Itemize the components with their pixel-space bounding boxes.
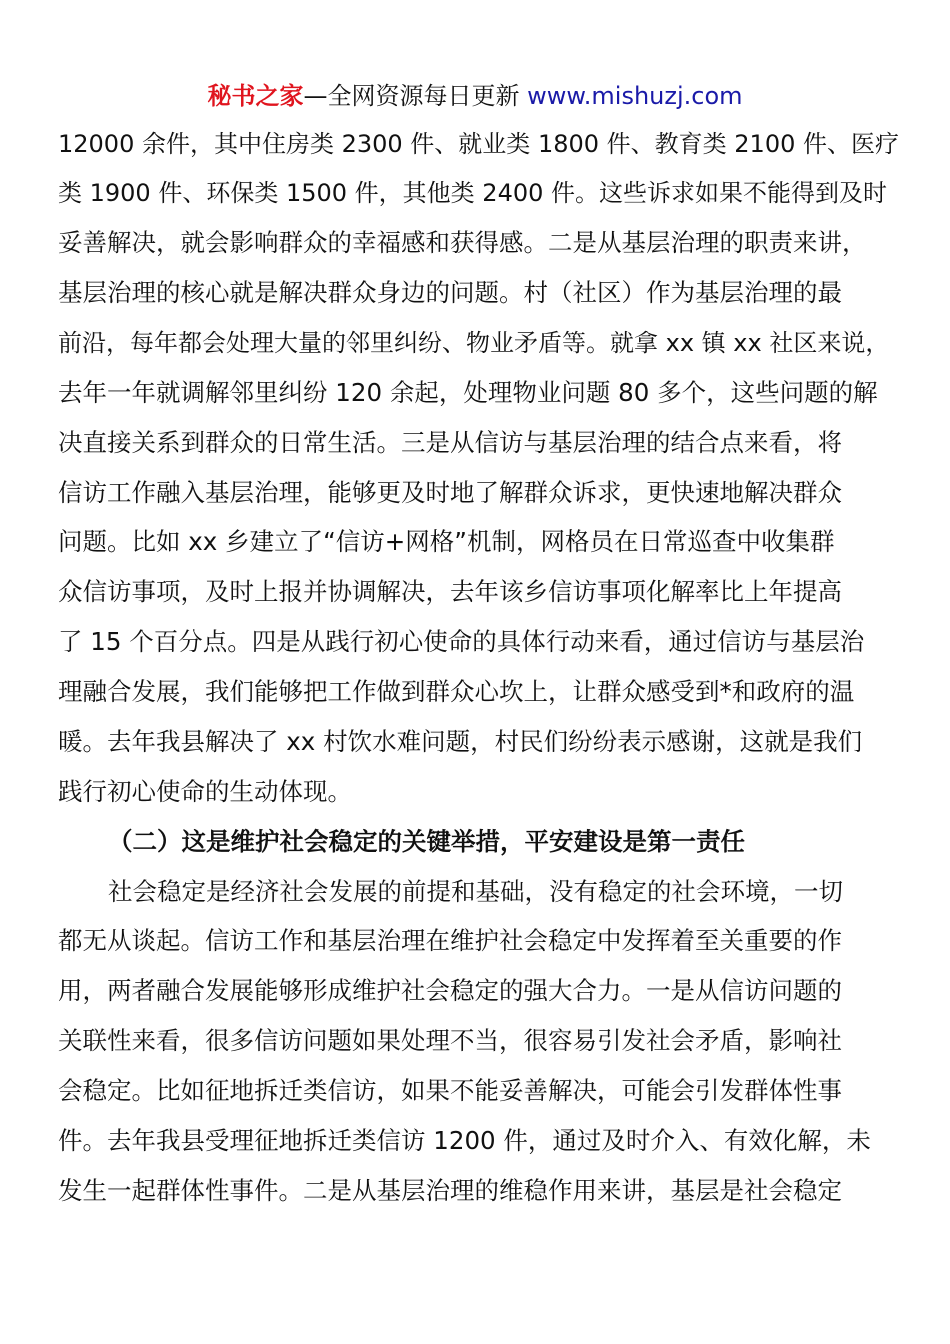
text-line: 件。去年我县受理征地拆迁类信访 1200 件，通过及时介入、有效化解，未 xyxy=(58,1126,871,1155)
text-line: 前沿，每年都会处理大量的邻里纠纷、物业矛盾等。就拿 xx 镇 xx 社区来说， xyxy=(58,329,890,357)
brand-name: 秘书之家 xyxy=(207,82,304,110)
text-line: 理融合发展，我们能够把工作做到群众心坎上，让群众感受到*和政府的温 xyxy=(58,677,855,706)
text-line: 基层治理的核心就是解决群众身边的问题。村（社区）作为基层治理的最 xyxy=(58,278,842,307)
text-line: 决直接关系到群众的日常生活。三是从信访与基层治理的结合点来看，将 xyxy=(58,428,842,457)
text-line: 问题。比如 xx 乡建立了“信访+网格”机制，网格员在日常巡查中收集群 xyxy=(58,527,835,556)
text-line: 了 15 个百分点。四是从践行初心使命的具体行动来看，通过信访与基层治 xyxy=(58,627,865,656)
text-line: 12000 余件，其中住房类 2300 件、就业类 1800 件、教育类 2100 件、医疗 xyxy=(58,130,899,158)
text-line: 暖。去年我县解决了 xx 村饮水难问题，村民们纷纷表示感谢，这就是我们 xyxy=(58,727,863,756)
site-url-link[interactable]: www.mishuzj.com xyxy=(527,82,743,110)
text-line: 关联性来看，很多信访问题如果处理不当，很容易引发社会矛盾，影响社 xyxy=(58,1026,842,1055)
paragraph-first-line: 社会稳定是经济社会发展的前提和基础，没有稳定的社会环境，一切 xyxy=(108,877,843,906)
text-line: 践行初心使命的生动体现。 xyxy=(58,777,352,806)
text-line: 众信访事项，及时上报并协调解决，去年该乡信访事项化解率比上年提高 xyxy=(58,577,842,606)
text-line: 发生一起群体性事件。二是从基层治理的维稳作用来讲，基层是社会稳定 xyxy=(58,1176,842,1205)
text-line: 都无从谈起。信访工作和基层治理在维护社会稳定中发挥着至关重要的作 xyxy=(58,926,842,955)
text-line: 信访工作融入基层治理，能够更及时地了解群众诉求，更快速地解决群众 xyxy=(58,478,842,507)
banner-tagline: —全网资源每日更新 xyxy=(303,82,528,110)
site-banner xyxy=(0,80,950,112)
text-line: 会稳定。比如征地拆迁类信访，如果不能妥善解决，可能会引发群体性事 xyxy=(58,1076,842,1105)
section-heading: （二）这是维护社会稳定的关键举措，平安建设是第一责任 xyxy=(108,827,745,856)
text-line: 妥善解决，就会影响群众的幸福感和获得感。二是从基层治理的职责来讲， xyxy=(58,228,867,257)
text-line: 类 1900 件、环保类 1500 件，其他类 2400 件。这些诉求如果不能得到及时 xyxy=(58,179,888,207)
text-line: 去年一年就调解邻里纠纷 120 余起，处理物业问题 80 多个，这些问题的解 xyxy=(58,378,878,407)
text-line: 用，两者融合发展能够形成维护社会稳定的强大合力。一是从信访问题的 xyxy=(58,976,842,1005)
